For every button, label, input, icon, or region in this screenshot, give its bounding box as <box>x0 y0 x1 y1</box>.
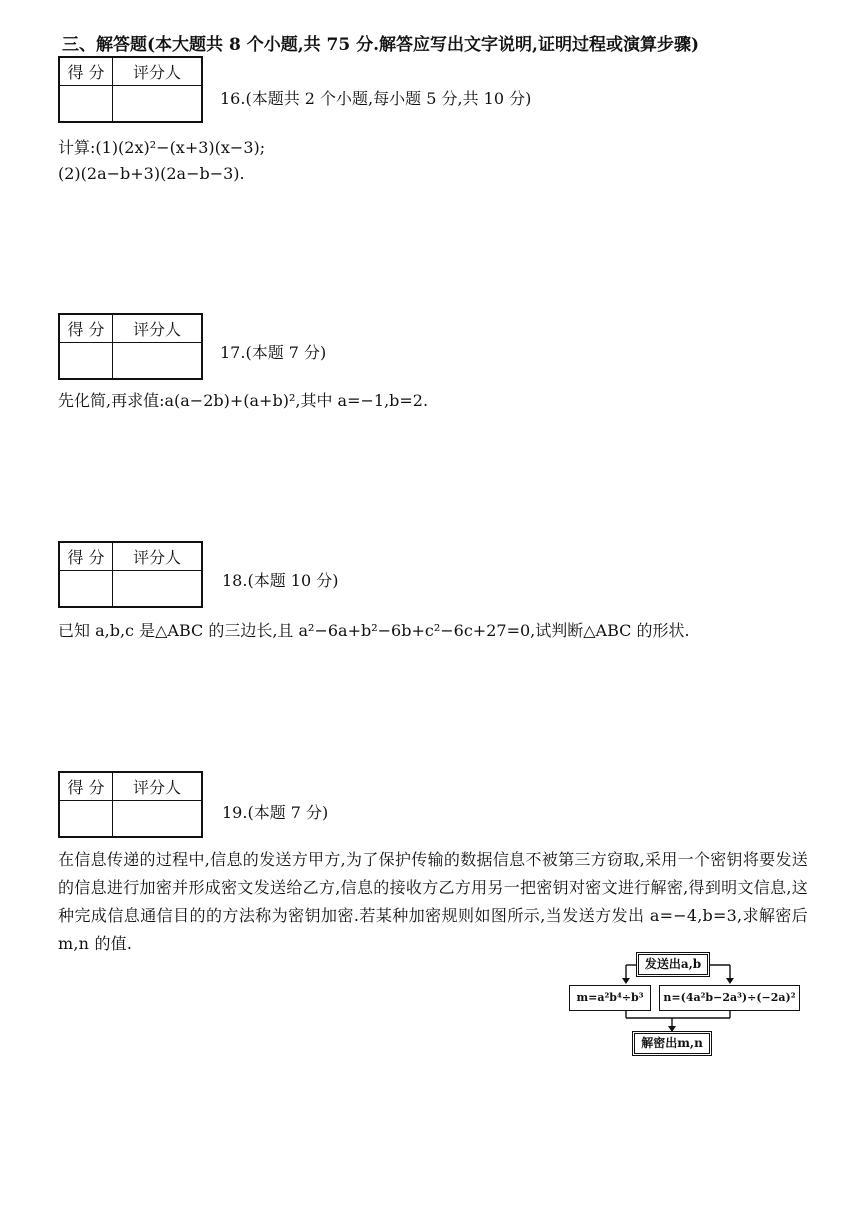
score-table-18 <box>58 541 203 608</box>
q19-heading: 19.(本题 7 分) <box>222 803 329 822</box>
score-table-17 <box>58 313 203 380</box>
flow-box-m-formula: m=a²b⁴÷b³ <box>569 985 651 1011</box>
grader-header: 评分人 <box>113 314 203 343</box>
score-header: 得 分 <box>59 772 113 801</box>
score-cell[interactable] <box>59 801 113 838</box>
score-cell[interactable] <box>59 571 113 608</box>
grader-header: 评分人 <box>113 57 203 86</box>
score-cell[interactable] <box>59 86 113 123</box>
score-header: 得 分 <box>59 57 113 86</box>
grader-header: 评分人 <box>113 772 203 801</box>
grader-header: 评分人 <box>113 542 203 571</box>
q17-problem: 先化简,再求值:a(a−2b)+(a+b)²,其中 a=−1,b=2. <box>58 391 429 410</box>
grader-cell[interactable] <box>113 801 203 838</box>
score-header: 得 分 <box>59 542 113 571</box>
score-table-16 <box>58 56 203 123</box>
grader-cell[interactable] <box>113 86 203 123</box>
score-cell[interactable] <box>59 343 113 380</box>
q16-part1: 计算:(1)(2x)²−(x+3)(x−3); <box>58 138 266 157</box>
grader-cell[interactable] <box>113 343 203 380</box>
q19-paragraph: 在信息传递的过程中,信息的发送方甲方,为了保护传输的数据信息不被第三方窃取,采用一个密钥将要发送的信息进行加密并形成密文发送给乙方,信息的接收方乙方用另一把密钥对密文进行解密,得到明文信息,这种完成信息通信目的的方法称为密钥加密.若某种加密规则如图所示,当发送方发出 a=−4,b=3,求解密后 m,n 的值. <box>58 850 808 953</box>
section-title: 三、解答题(本大题共 8 个小题,共 75 分.解答应写出文字说明,证明过程或演算步骤) <box>62 35 700 55</box>
grader-cell[interactable] <box>113 571 203 608</box>
q18-heading: 18.(本题 10 分) <box>222 571 339 590</box>
flow-box-n-formula: n=(4a²b−2a³)÷(−2a)² <box>659 985 800 1011</box>
q18-problem: 已知 a,b,c 是△ABC 的三边长,且 a²−6a+b²−6b+c²−6c+27=0,试判断△ABC 的形状. <box>58 621 690 640</box>
flow-box-decrypt: 解密出m,n <box>632 1031 712 1056</box>
flow-box-send: 发送出a,b <box>636 952 710 977</box>
score-header: 得 分 <box>59 314 113 343</box>
q16-part2: (2)(2a−b+3)(2a−b−3). <box>58 164 245 183</box>
q16-heading: 16.(本题共 2 个小题,每小题 5 分,共 10 分) <box>220 89 532 108</box>
score-table-19 <box>58 771 203 838</box>
q17-heading: 17.(本题 7 分) <box>220 343 327 362</box>
